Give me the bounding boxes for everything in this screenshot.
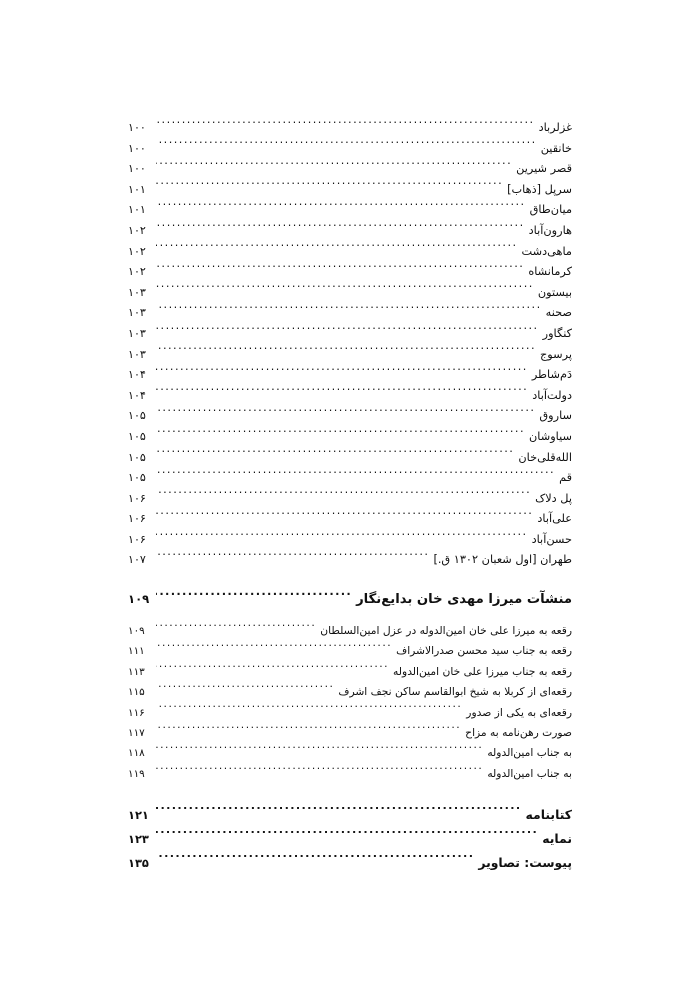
toc-entry[interactable] [128, 703, 572, 723]
toc-entry-page-number: ۱۰۳ [128, 285, 146, 299]
toc-dot-leader [156, 490, 531, 501]
toc-entry-page-number: ۱۰۲ [128, 244, 146, 258]
toc-entry[interactable] [128, 803, 572, 827]
toc-entry[interactable] [128, 386, 572, 407]
toc-entry-page-number: ۱۱۳ [128, 665, 145, 678]
toc-entry-title: غزلرباد [538, 121, 572, 134]
toc-entry-page-number: ۱۱۷ [128, 727, 145, 740]
toc-dot-leader [156, 807, 522, 819]
toc-entry-title: کرمانشاه [528, 265, 572, 279]
toc-entry-title: نمایه [542, 831, 572, 847]
toc-entry-page-number: ۱۰۱ [128, 203, 146, 217]
toc-entry[interactable] [128, 530, 572, 551]
toc-entry-page-number: ۱۰۳ [128, 306, 146, 320]
toc-entry-title: پیوست: تصاویر [478, 855, 572, 871]
toc-dot-leader [156, 766, 483, 777]
toc-entry-page-number: ۱۰۵ [128, 450, 146, 464]
toc-entry-page-number: ۱۱۱ [128, 645, 145, 658]
toc-dot-leader [156, 305, 542, 316]
toc-dot-leader [156, 623, 316, 634]
toc-entry[interactable] [128, 139, 572, 160]
toc-entry-page-number: ۱۱۶ [128, 706, 145, 719]
toc-entry-title: بیستون [537, 285, 572, 299]
toc-entry-title: ماهی‌دشت [521, 244, 572, 258]
toc-entry-page-number: ۱۲۳ [128, 832, 149, 847]
toc-entry-title: رقعه به میرزا علی خان امین‌الدوله در عزل امین‌السلطان [320, 624, 572, 638]
toc-entry-page-number: ۱۳۵ [128, 856, 149, 871]
toc-entry-title: دَم‌شاطر [531, 368, 572, 382]
toc-dot-leader [156, 408, 535, 419]
toc-entry[interactable] [128, 641, 572, 661]
toc-entry-title: صورت رهن‌نامه به مزاح [465, 726, 572, 740]
toc-dot-leader [156, 831, 538, 843]
toc-entry[interactable] [128, 588, 572, 610]
toc-entry[interactable] [128, 489, 572, 510]
toc-dot-leader [156, 644, 392, 655]
toc-entry[interactable] [128, 221, 572, 242]
toc-entry-page-number: ۱۰۳ [128, 347, 146, 361]
toc-dot-leader [156, 326, 539, 337]
toc-entry[interactable] [128, 406, 572, 427]
toc-entry-page-number: ۱۰۲ [128, 223, 146, 237]
toc-entry-title: کتابنامه [525, 807, 572, 823]
toc-entry[interactable] [128, 345, 572, 366]
toc-dot-leader [156, 161, 512, 172]
toc-entry[interactable] [128, 509, 572, 530]
toc-entry[interactable] [128, 242, 572, 263]
toc-dot-leader [156, 120, 535, 131]
toc-entry[interactable] [128, 662, 572, 682]
toc-entry[interactable] [128, 324, 572, 345]
toc-entry[interactable] [128, 262, 572, 283]
toc-entry-page-number: ۱۱۵ [128, 686, 145, 699]
toc-entry-page-number: ۱۰۲ [128, 265, 146, 279]
toc-entry-title: رقعه‌ای از کربلا به شیخ ابوالقاسم ساکن نجف اشرف [338, 685, 572, 699]
toc-dot-leader [156, 590, 352, 603]
toc-entry-page-number: ۱۱۸ [128, 747, 145, 760]
toc-entry-title: سرپل [ذهاب] [507, 182, 572, 196]
toc-entry-title: رقعه به جناب سید محسن صدرالاشراف [396, 644, 572, 658]
toc-entry[interactable] [128, 448, 572, 469]
toc-dot-leader [156, 346, 536, 357]
toc-entry[interactable] [128, 200, 572, 221]
toc-dot-leader [156, 284, 534, 295]
toc-entry-title: به جناب امین‌الدوله [487, 746, 572, 760]
toc-entry-title: به جناب امین‌الدوله [487, 766, 572, 780]
toc-dot-leader [156, 181, 503, 192]
toc-dot-leader [156, 746, 483, 757]
toc-dot-leader [156, 140, 537, 151]
toc-dot-leader [156, 243, 518, 254]
toc-entry-title: حسن‌آباد [531, 532, 572, 546]
table-of-contents [128, 118, 572, 875]
toc-dot-leader [156, 664, 389, 675]
toc-entry-title: خانقین [540, 141, 572, 155]
toc-dot-leader [156, 429, 525, 440]
toc-entry[interactable] [128, 550, 572, 571]
toc-entry-page-number: ۱۰۶ [128, 491, 146, 505]
toc-dot-leader [156, 511, 533, 522]
toc-entry-page-number: ۱۰۵ [128, 429, 146, 443]
toc-entry[interactable] [128, 427, 572, 448]
toc-dot-leader [156, 223, 525, 234]
toc-entry-page-number: ۱۰۶ [128, 512, 146, 526]
toc-entry-page-number: ۱۰۵ [128, 471, 146, 485]
toc-entry-page-number: ۱۱۹ [128, 767, 145, 780]
toc-dot-leader [156, 532, 528, 543]
toc-entry[interactable] [128, 723, 572, 743]
toc-entry[interactable] [128, 365, 572, 386]
toc-entry-page-number: ۱۰۵ [128, 409, 146, 423]
toc-entry-title: علی‌آباد [537, 512, 572, 526]
toc-entry[interactable] [128, 159, 572, 180]
toc-entry-title: پرسوج [540, 347, 572, 361]
toc-entry-page-number: ۱۰۷ [128, 553, 146, 567]
toc-entry-page-number: ۱۰۴ [128, 368, 146, 382]
toc-dot-leader [156, 685, 334, 696]
toc-entry-title: قم [559, 471, 572, 485]
toc-dot-leader [156, 725, 461, 736]
toc-dot-leader [156, 264, 524, 275]
toc-entry-page-number: ۱۰۰ [128, 121, 146, 134]
toc-entry-page-number: ۱۰۱ [128, 182, 146, 196]
toc-dot-leader [156, 552, 429, 563]
toc-entry[interactable] [128, 682, 572, 702]
toc-dot-leader [156, 855, 474, 867]
toc-entry[interactable] [128, 283, 572, 304]
toc-dot-leader [156, 367, 528, 378]
toc-entry-title: رقعه به جناب میرزا علی خان امین‌الدوله [393, 664, 572, 678]
toc-entry-title: میان‌طاق [529, 203, 572, 217]
toc-dot-leader [156, 705, 462, 716]
toc-dot-leader [156, 470, 555, 481]
toc-entry-title: الله‌قلی‌خان [518, 450, 572, 464]
toc-entry-title: هارون‌آباد [528, 223, 572, 237]
toc-entry-title: کنگاور [542, 326, 572, 340]
toc-entry-page-number: ۱۰۰ [128, 141, 146, 155]
toc-entry-page-number: ۱۰۰ [128, 162, 146, 176]
toc-entry-title: منشآت میرزا مهدی خان بدایع‌نگار [356, 592, 572, 608]
toc-entry-title: سیاوشان [529, 429, 572, 443]
toc-entry-page-number: ۱۲۱ [128, 808, 149, 823]
toc-entry-page-number: ۱۰۹ [128, 592, 150, 607]
toc-entry-title: طهران [اول شعبان ۱۳۰۲ ق.] [433, 553, 572, 567]
toc-entry[interactable] [128, 118, 572, 139]
toc-entry-title: پل دلاک [535, 491, 572, 505]
toc-entry-page-number: ۱۰۴ [128, 388, 146, 402]
toc-entry[interactable] [128, 180, 572, 201]
toc-entry[interactable] [128, 743, 572, 763]
toc-dot-leader [156, 387, 528, 398]
toc-dot-leader [156, 202, 526, 213]
toc-entry[interactable] [128, 468, 572, 489]
toc-entry[interactable] [128, 621, 572, 641]
toc-entry[interactable] [128, 827, 572, 851]
toc-entry-title: قصر شیرین [516, 162, 572, 176]
toc-entry[interactable] [128, 851, 572, 875]
toc-entry-page-number: ۱۰۳ [128, 326, 146, 340]
toc-entry-title: صحنه [545, 306, 572, 320]
toc-entry-title: دولت‌آباد [532, 388, 572, 402]
toc-entry-title: رقعه‌ای به یکی از صدور [466, 705, 572, 719]
toc-dot-leader [156, 449, 514, 460]
toc-entry[interactable] [128, 303, 572, 324]
toc-entry-title: ساروق [539, 409, 572, 423]
toc-entry[interactable] [128, 764, 572, 784]
toc-entry-page-number: ۱۰۶ [128, 532, 146, 546]
toc-entry-page-number: ۱۰۹ [128, 625, 145, 638]
